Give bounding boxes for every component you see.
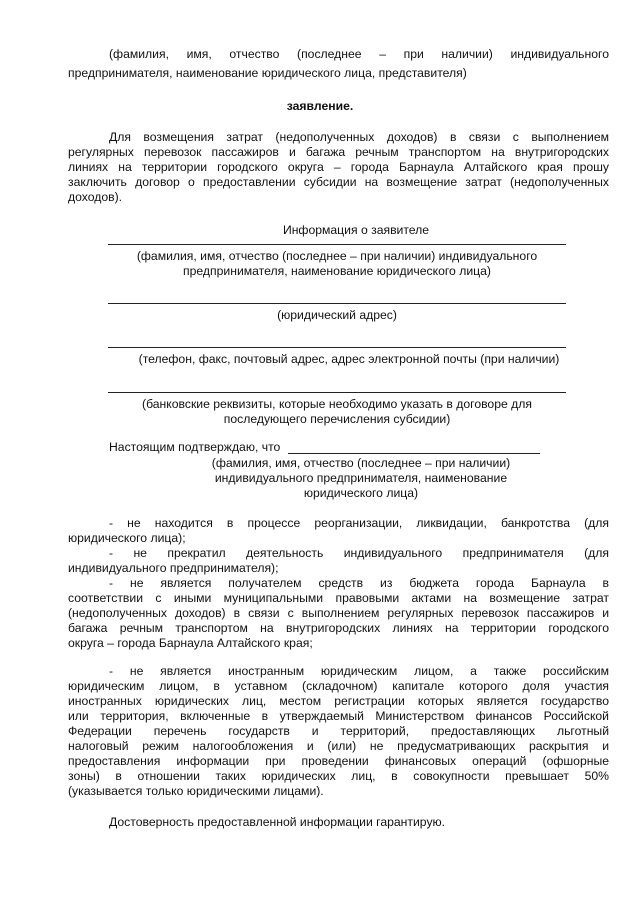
header-caption-line-1: (фамилия, имя, отчество (последнее – при наличии) индивидуального [109,47,609,61]
applicant-info-heading: Информация о заявителе [282,223,430,237]
item-3-line-1: - не является получателем средств из бюджета города Барнаула в [109,576,609,590]
intro-line-3: линиях на территории городского округа – города Барнаула Алтайского края прошу [68,160,609,174]
item-4-line-5: Федерации перечень государств и территорий, предоставляющих льготный [68,724,609,738]
applicant-name-line [108,244,566,245]
header-caption-line-2: предпринимателя, наименование юридического лица, представителя) [68,66,467,80]
document-title: заявление. [286,99,354,113]
contacts-line [108,347,566,348]
intro-line-1: Для возмещения затрат (недополученных доходов) в связи с выполнением [109,130,609,144]
confirm-caption-3: юридического лица) [303,486,419,500]
confirm-caption-2: индивидуального предпринимателя, наименование [214,471,508,485]
bank-details-caption-1: (банковские реквизиты, которые необходимо указать в договоре для [142,397,532,411]
legal-address-caption: (юридический адрес) [277,308,397,322]
item-4-line-9: (указывается только юридическими лицами). [68,784,324,798]
legal-address-line [108,303,566,304]
intro-line-5: доходов). [68,190,123,204]
intro-line-4: заключить договор о предоставлении субсидии на возмещение затрат (недополученных [68,175,609,189]
item-2-line-1: - не прекратил деятельность индивидуального предпринимателя (для [109,546,609,560]
item-3-line-3: (недополученных доходов) в связи с выполнением регулярных перевозок пассажиров и [68,606,609,620]
item-3-line-4: багажа речным транспортом на внутригородских линиях на территории городского [68,621,609,635]
item-3-line-5: округа – города Барнаула Алтайского края; [68,636,313,650]
item-4-line-2: юридическим лицом, в уставном (складочном) капитале которого доля участия [68,679,609,693]
item-4-line-7: предоставления информации при проведении финансовых операций (офшорные [68,754,609,768]
item-4-line-6: налоговый режим налогообложения и (или) не предусматривающих раскрытия и [68,739,609,753]
applicant-name-caption-1: (фамилия, имя, отчество (последнее – при наличии) индивидуального [136,249,538,263]
applicant-name-caption-2: предпринимателя, наименование юридического лица) [183,264,491,278]
item-3-line-2: соответствии с иными муниципальными правовыми актами на возмещение затрат [68,591,609,605]
item-4-line-3: иностранных юридических лиц, местом регистрации которых является государство [68,694,609,708]
item-4-line-8: зоны) в отношении таких юридических лиц, в совокупности превышает 50% [68,769,609,783]
item-1-line-1: - не находится в процессе реорганизации, ликвидации, банкротства (для [109,516,609,530]
item-4-line-4: или территория, включенные в утверждаемый Министерством финансов Российской [68,709,609,723]
bank-details-caption-2: последующего перечисления субсидии) [223,412,451,426]
intro-line-2: регулярных перевозок пассажиров и багажа речным транспортом на внутригородских [68,145,609,159]
confirm-entity-line [288,453,540,454]
item-2-line-2: индивидуального предпринимателя); [68,561,279,575]
contacts-caption: (телефон, факс, почтовый адрес, адрес электронной почты (при наличии) [138,352,560,366]
confirm-caption-1: (фамилия, имя, отчество (последнее – при наличии) [211,456,511,470]
item-4-line-1: - не является иностранным юридическим лицом, а также российским [109,664,609,678]
item-1-line-2: юридического лица); [68,531,186,545]
bank-details-line [108,392,566,393]
confirm-lead: Настоящим подтверждаю, что [109,440,281,454]
closing-statement: Достоверность предоставленной информации гарантирую. [109,815,446,829]
